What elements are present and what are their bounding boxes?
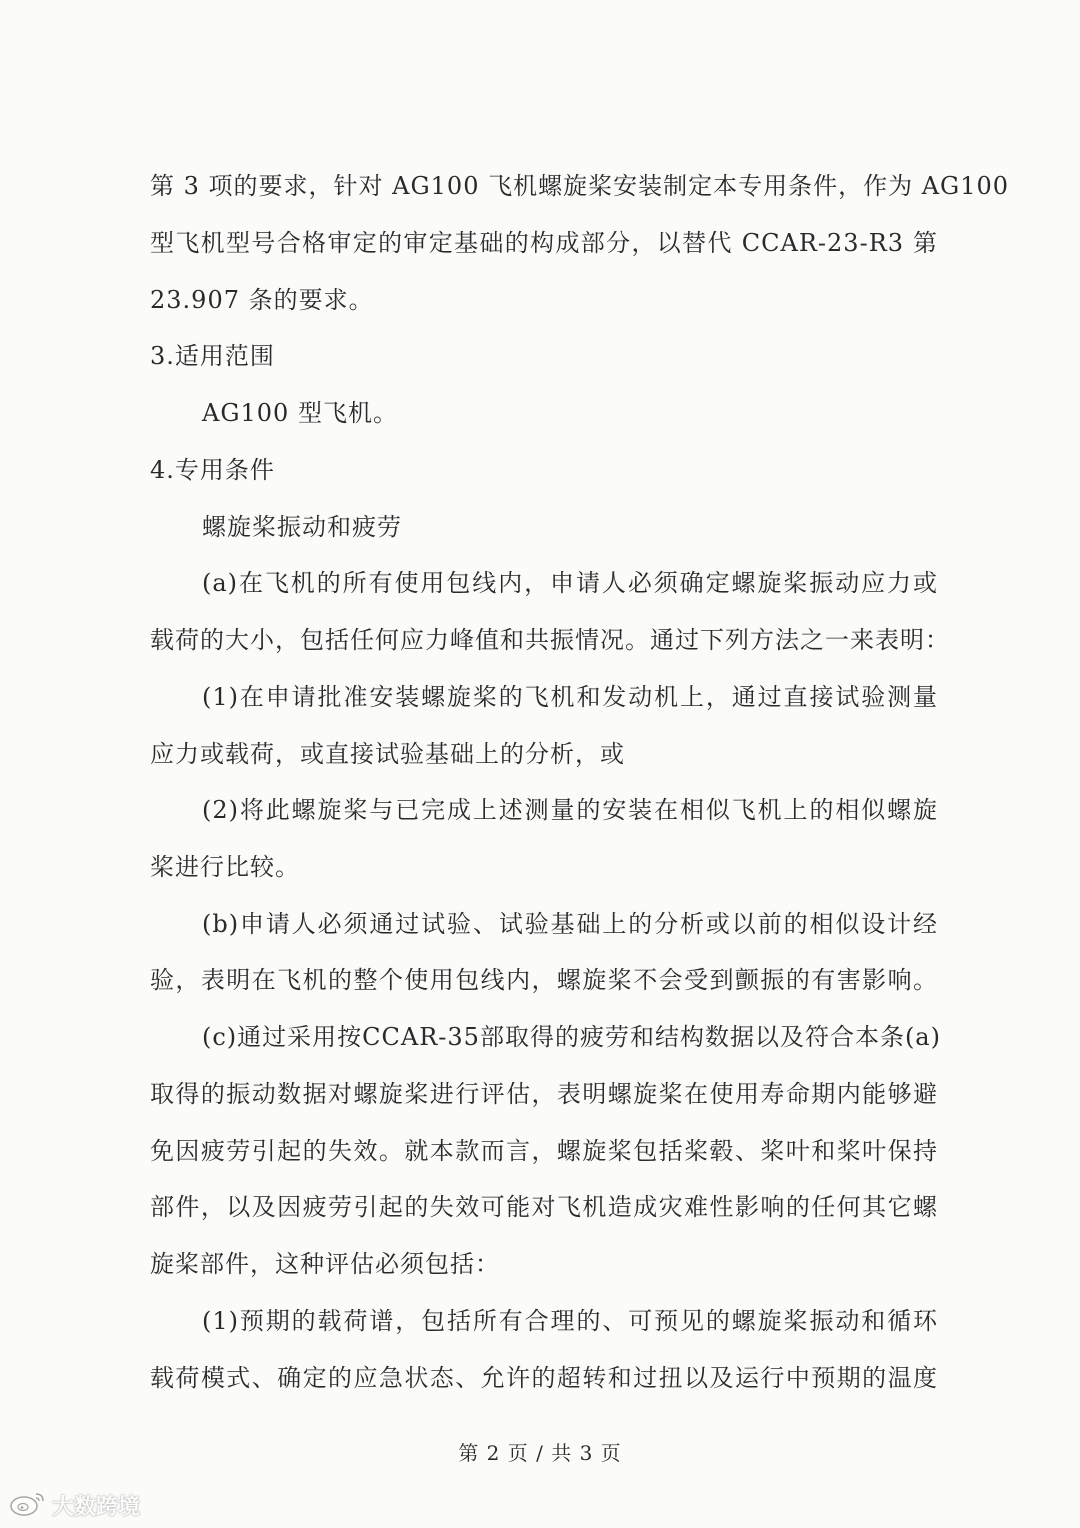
body-line: 免因疲劳引起的失效。就本款而言，螺旋桨包括桨毂、桨叶和桨叶保持 [150, 1137, 938, 1165]
body-line: 应力或载荷，或直接试验基础上的分析，或 [150, 740, 625, 768]
body-line: 第 3 项的要求，针对 AG100 飞机螺旋桨安装制定本专用条件，作为 AG100 [150, 172, 1010, 200]
body-line: (b)申请人必须通过试验、试验基础上的分析或以前的相似设计经 [202, 910, 938, 938]
body-line: 型飞机型号合格审定的审定基础的构成部分，以替代 CCAR-23-R3 第 [150, 229, 938, 257]
body-line: 部件，以及因疲劳引起的失效可能对飞机造成灾难性影响的任何其它螺 [150, 1193, 938, 1221]
body-line: 验，表明在飞机的整个使用包线内，螺旋桨不会受到颤振的有害影响。 [150, 966, 938, 994]
subsection-title: 螺旋桨振动和疲劳 [202, 513, 402, 541]
section-heading: 3.适用范围 [150, 342, 275, 370]
body-line: 取得的振动数据对螺旋桨进行评估，表明螺旋桨在使用寿命期内能够避 [150, 1080, 938, 1108]
weibo-logo-icon [8, 1488, 48, 1522]
section-heading: 4.专用条件 [150, 456, 275, 484]
body-line: (1)预期的载荷谱，包括所有合理的、可预见的螺旋桨振动和循环 [202, 1307, 938, 1335]
body-line: 载荷的大小，包括任何应力峰值和共振情况。通过下列方法之一来表明： [150, 626, 950, 654]
page-number: 第 2 页 / 共 3 页 [458, 1441, 622, 1465]
body-line: 桨进行比较。 [150, 853, 300, 881]
watermark-text: 大数跨境 [52, 1494, 141, 1520]
body-line: 载荷模式、确定的应急状态、允许的超转和过扭以及运行中预期的温度 [150, 1364, 938, 1392]
body-line: 旋桨部件，这种评估必须包括： [150, 1250, 500, 1278]
watermark [8, 1488, 140, 1522]
body-line: 23.907 条的要求。 [150, 286, 374, 314]
body-line: (1)在申请批准安装螺旋桨的飞机和发动机上，通过直接试验测量 [202, 683, 938, 711]
body-line: AG100 型飞机。 [202, 399, 398, 427]
body-line: (c)通过采用按CCAR-35部取得的疲劳和结构数据以及符合本条(a) [202, 1023, 941, 1051]
body-line: (a)在飞机的所有使用包线内，申请人必须确定螺旋桨振动应力或 [202, 569, 938, 597]
body-line: (2)将此螺旋桨与已完成上述测量的安装在相似飞机上的相似螺旋 [202, 796, 938, 824]
